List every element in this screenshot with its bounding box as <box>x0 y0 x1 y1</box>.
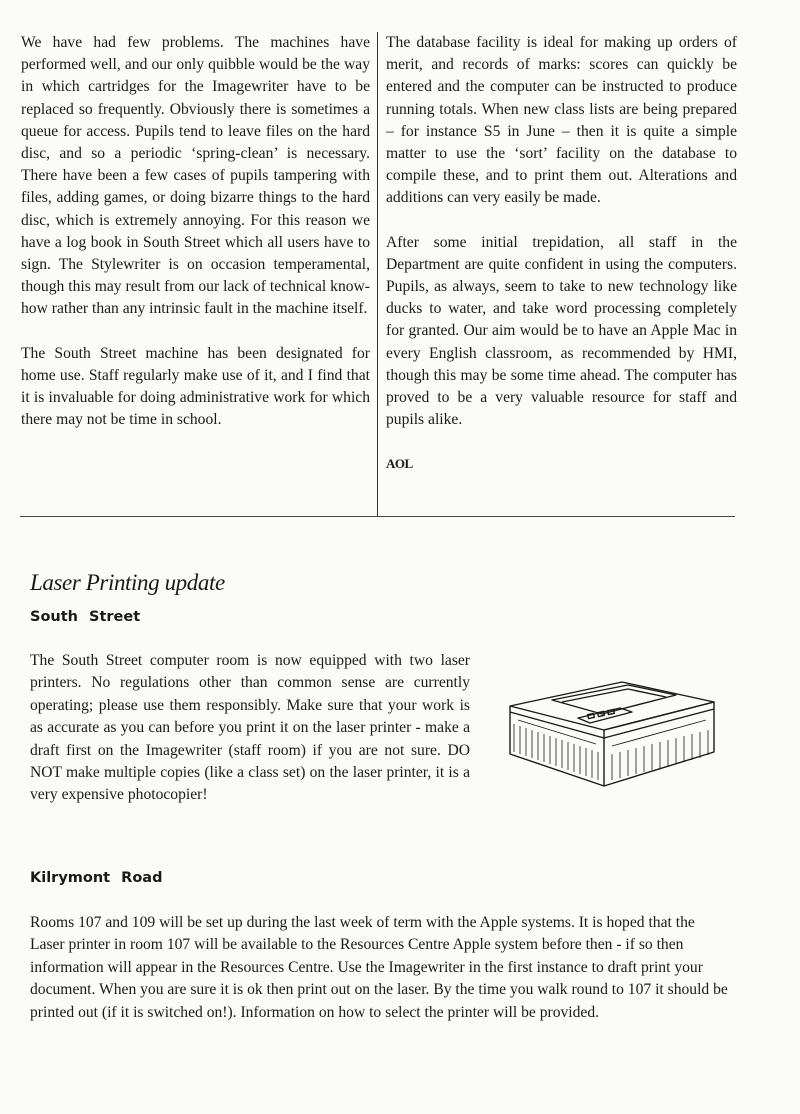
right-column <box>386 32 737 476</box>
author-signature: AOL <box>386 456 413 472</box>
section-title: Laser Printing update <box>30 570 225 595</box>
south-street-paragraph: The South Street computer room is now equipped with two laser printers. No regulations other than common sense are currently operating; please use them responsibly. Make sure that your work is as accurate as you can before you print it on the laser printer - make a draft first on the Imagewriter (staff room) if you are not sure. DO NOT make multiple copies (like a class set) on the laser printer, it is a very expensive photocopier! <box>30 652 470 804</box>
left-paragraph-1: We have had few problems. The machines have performed well, and our only quibble would be the way in which cartridges for the Imagewriter have to be replaced so frequently. Obviously there is sometimes a queue for access. Pupils tend to leave files on the hard disc, and so a periodic ‘spring-clean’ is necessary. There have been a few cases of pupils tampering with files, adding games, or doing bizarre things to the hard disc, which is extremely annoying. For this reason we have a log book in South Street which all users have to sign. The Stylewriter is on occasion temperamental, though this may result from our lack of technical know-how rather than any intrinsic fault in the machine itself. <box>21 34 370 318</box>
left-paragraph-2: The South Street machine has been designated for home use. Staff regularly make use of it, and I find that it is invaluable for doing administrative work for which there may not be time in school. <box>21 344 370 429</box>
right-paragraph-1: The database facility is ideal for making up orders of merit, and records of marks: scores can quickly be entered and the computer can be instructed to produce running totals. When new class lists are being prepared – for instance S5 in June – then it is quite a simple matter to use the ‘sort’ facility on the database to compile these, and to print them out. Alterations and additions can very easily be made. <box>386 34 737 207</box>
laser-printer-icon <box>500 662 725 794</box>
subheading-kilrymont-road: Kilrymont Road <box>30 870 163 886</box>
subheading-south-street: South Street <box>30 609 141 625</box>
column-divider <box>377 32 378 516</box>
right-paragraph-2: After some initial trepidation, all staff in the Department are quite confident in using the computers. Pupils, as always, seem to take to new technology like ducks to water, and take word processing completely for granted. Our aim would be to have an Apple Mac in every English classroom, as recommended by HMI, though this may be some time ahead. The computer has proved to be a very valuable resource for staff and pupils alike. <box>386 233 737 429</box>
kilrymont-road-paragraph: Rooms 107 and 109 will be set up during the last week of term with the Apple systems. It is hoped that the Laser printer in room 107 will be available to the Resources Centre Apple system before then - if so then information will appear in the Resources Centre. Use the Imagewriter in the first instance to draft print your document. When you are sure it is ok then print out on the laser. By the time you walk round to 107 it should be printed out (if it is switched on!). Information on how to select the printer will be provided. <box>30 914 728 1021</box>
left-column <box>21 32 370 453</box>
section-divider <box>20 516 735 517</box>
